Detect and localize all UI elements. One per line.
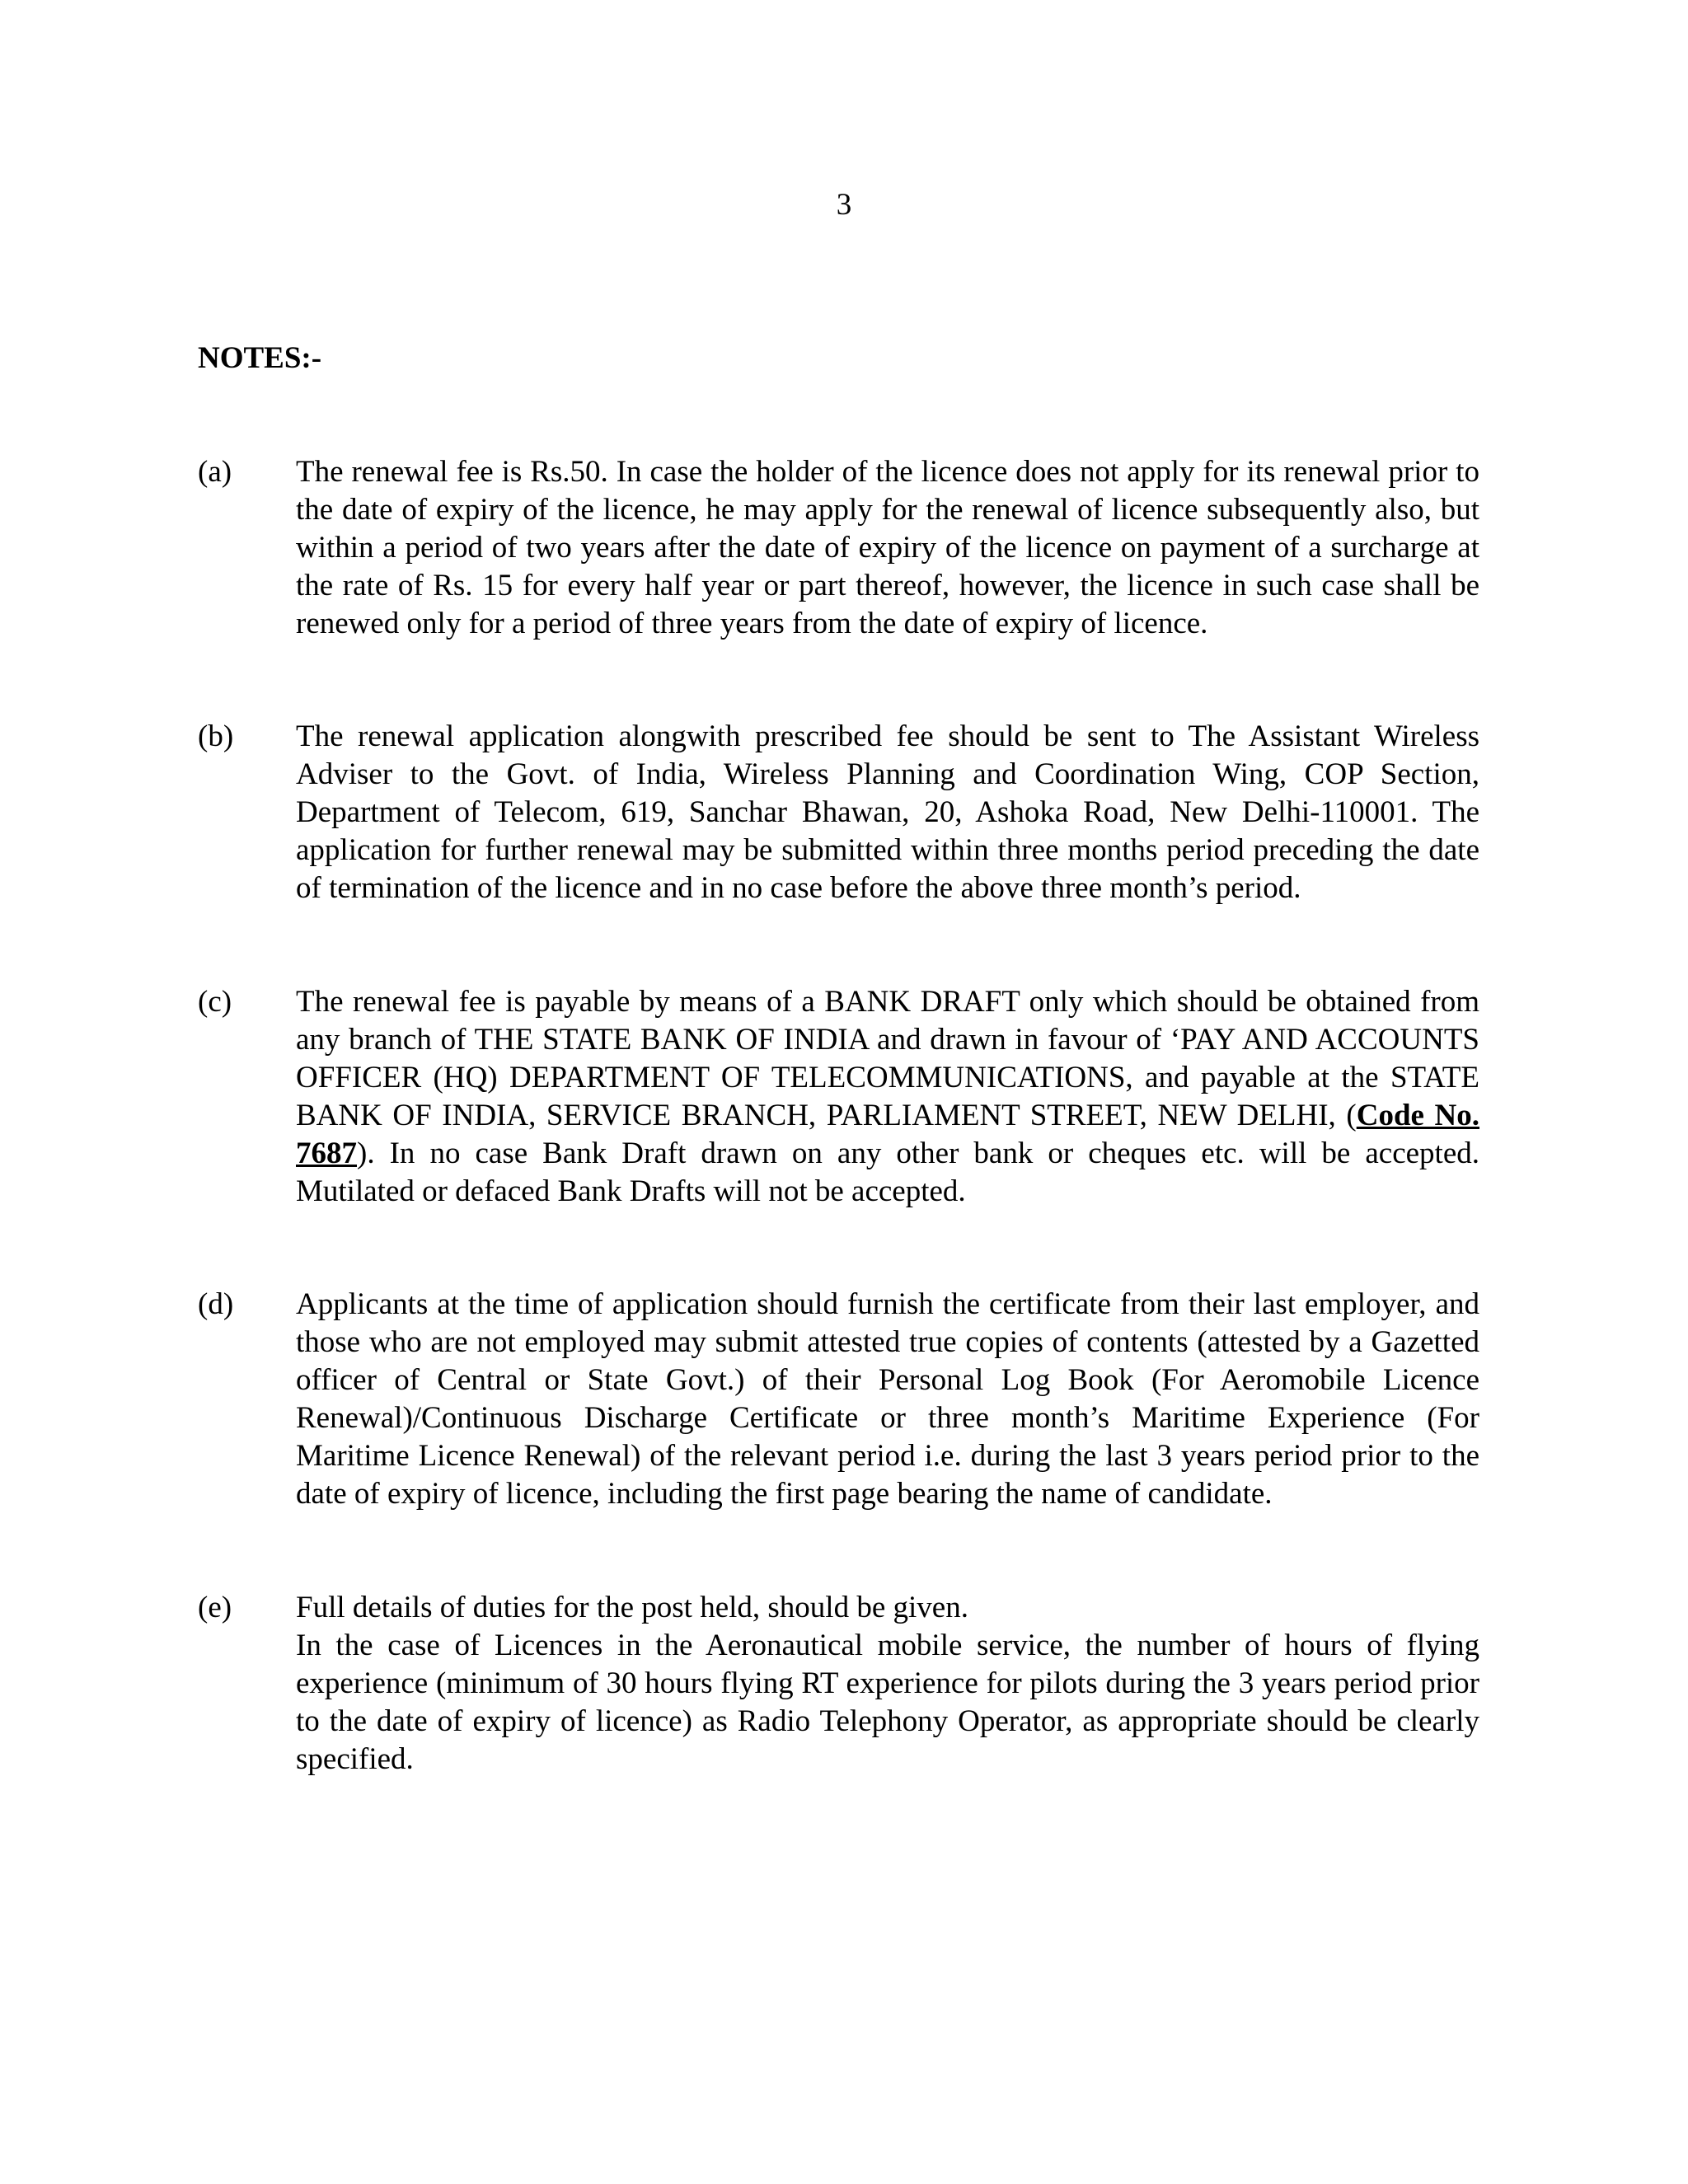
note-label: (d)	[198, 1287, 234, 1321]
note-label: (e)	[198, 1591, 232, 1624]
note-d	[198, 1286, 1479, 1513]
note-b	[198, 718, 1479, 907]
note-c	[198, 983, 1479, 1211]
note-text-before: The renewal fee is payable by means of a BANK DRAFT only which should be obtained from any branch of THE STATE BANK OF INDIA and drawn in favour of ‘PAY AND ACCOUNTS OFFICER (HQ) DEPARTMENT OF TELECOMMUNICATIONS, and payable at the STATE BANK OF INDIA, SERVICE BRANCH, PARLIAMENT STREET, NEW DELHI, (	[296, 985, 1479, 1132]
note-text	[296, 983, 1479, 1211]
code-number: Code No. 7687	[296, 1099, 1479, 1170]
note-label: (a)	[198, 455, 232, 489]
note-text	[296, 1589, 1479, 1779]
note-label: (b)	[198, 719, 234, 753]
note-line-2: In the case of Licences in the Aeronautical mobile service, the number of hours of flying experience (minimum of 30 hours flying RT experience for pilots during the 3 years period prior to the date of expiry of licence) as Radio Telephony Operator, as appropriate should be clearly specified.	[296, 1629, 1479, 1776]
note-text: The renewal fee is Rs.50. In case the holder of the licence does not apply for its renewal prior to the date of expiry of the licence, he may apply for the renewal of licence subsequently also, but within a period of two years after the date of expiry of the licence on payment of a surcharge at the rate of Rs. 15 for every half year or part thereof, however, the licence in such case shall be renewed only for a period of three years from the date of expiry of licence.	[296, 455, 1479, 640]
note-line-1: Full details of duties for the post held, should be given.	[296, 1591, 968, 1624]
note-e	[198, 1589, 1479, 1779]
note-text: Applicants at the time of application should furnish the certificate from their last employer, and those who are not employed may submit attested true copies of contents (attested by a Gazetted officer of Central or State Govt.) of their Personal Log Book (For Aeromobile Licence Renewal)/Continuous Discharge Certificate or three month’s Maritime Experience (For Maritime Licence Renewal) of the relevant period i.e. during the last 3 years period prior to the date of expiry of licence, including the first page bearing the name of candidate.	[296, 1287, 1479, 1511]
note-text-after: ). In no case Bank Draft drawn on any other bank or cheques etc. will be accepted. Mutilated or defaced Bank Drafts will not be accepted.	[296, 1137, 1479, 1208]
note-text: The renewal application alongwith prescribed fee should be sent to The Assistant Wireless Adviser to the Govt. of India, Wireless Planning and Coordination Wing, COP Section, Department of Telecom, 619, Sanchar Bhawan, 20, Ashoka Road, New Delhi-110001. The application for further renewal may be submitted within three months period preceding the date of termination of the licence and in no case before the above three month’s period.	[296, 719, 1479, 905]
note-a	[198, 453, 1479, 643]
notes-heading: NOTES:-	[198, 341, 322, 375]
note-label: (c)	[198, 985, 232, 1019]
page-number: 3	[836, 188, 852, 222]
